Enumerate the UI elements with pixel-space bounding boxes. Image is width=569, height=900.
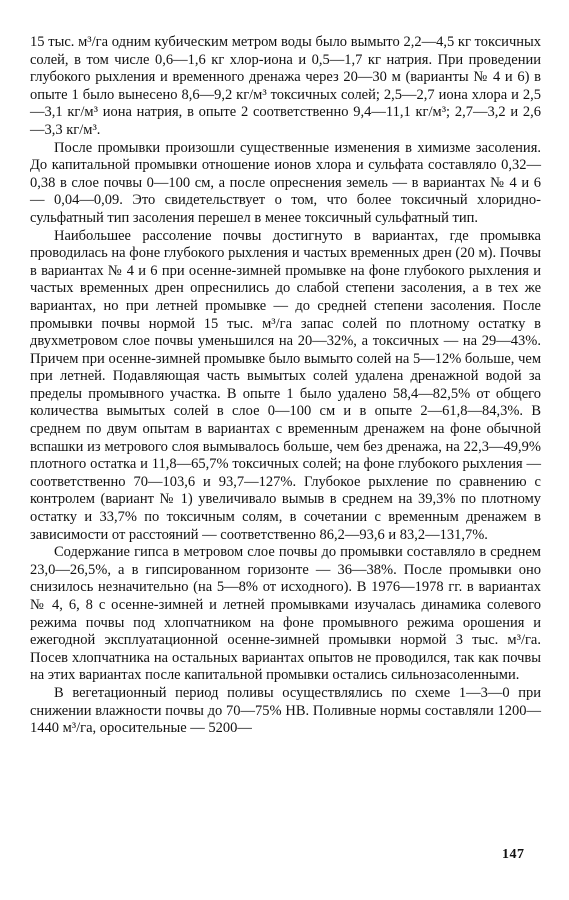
- page-number: 147: [502, 847, 525, 862]
- paragraph-3: Наибольшее рассоление почвы достигнуто в вариантах, где промывка проводилась на фоне глубокого рыхления и частых временных дрен (20 м). Почвы в вариантах № 4 и 6 при осенне-зимней промывке на фоне глубокого рыхления и частых временных дрен опреснились до слабой степени засоления, а в тех же вариантах, но при летней промывке — до средней степени засоления. После промывки почвы нормой 15 тыс. м³/га запас солей по плотному остатку в двухметровом слое почвы уменьшился на 20—32%, а токсичных — на 29—43%. Причем при осенне-зимней промывке было вымыто солей на 5—12% больше, чем при летней. Подавляющая часть вымытых солей удалена дренажной водой за пределы промывного участка. В опыте 1 было удалено 58,4—82,5% от общего количества вымытых солей в слое 0—100 см и в опыте 2—61,8—84,3%. В среднем по двум опытам в вариантах с временным дренажем на фоне обычной вспашки из метрового слоя вымывалось больше, чем без дренажа, на 22,3—49,9% плотного остатка и 11,8—65,7% токсичных солей; на фоне глубокого рыхления — соответственно 70—103,6 и 93,7—127%. Глубокое рыхление по сравнению с контролем (вариант № 1) увеличивало вымыв в среднем на 39,3% по плотному остатку и 33,7% по токсичным солям, в сочетании с временным дренажем в зависимости от расстояний — соответственно 86,2—93,6 и 83,2—131,7%.: [30, 227, 541, 543]
- paragraph-1: 15 тыс. м³/га одним кубическим метром воды было вымыто 2,2—4,5 кг токсичных солей, в том числе 0,6—1,6 кг хлор-иона и 0,5—1,7 кг натрия. При проведении глубокого рыхления и временного дренажа через 20—30 м (варианты № 4 и 6) в опыте 1 было вынесено 8,6—9,2 кг/м³ токсичных солей; 2,5—2,7 иона хлора и 2,5—3,1 кг/м³ иона натрия, в опыте 2 соответственно 9,4—11,1 кг/м³; 2,7—3,2 и 2,6—3,3 кг/м³.: [30, 34, 541, 138]
- paragraph-4: Содержание гипса в метровом слое почвы до промывки составляло в среднем 23,0—26,5%, а в гипсированном горизонте — 36—38%. После промывки оно снизилось незначительно (на 5—8% от исходного). В 1976—1978 гг. в вариантах № 4, 6, 8 с осенне-зимней и летней промывками изучалась динамика солевого режима почвы под хлопчатником на фоне промывного режима орошения и ежегодной эксплуатационной осенне-зимней промывки нормой 3 тыс. м³/га. Посев хлопчатника на остальных вариантах опытов не проводился, так как почвы на этих вариантах после капитальной промывки остались сильнозасоленными.: [30, 544, 541, 684]
- paragraph-5: В вегетационный период поливы осуществлялись по схеме 1—3—0 при снижении влажности почвы до 70—75% НВ. Поливные нормы составляли 1200—1440 м³/га, оросительные — 5200—: [30, 684, 541, 737]
- page-body: [30, 34, 541, 738]
- paragraph-2: После промывки произошли существенные изменения в химизме засоления. До капитальной промывки отношение ионов хлора и сульфата составляло 0,32—0,38 в слое почвы 0—100 см, а после опреснения земель — в вариантах № 4 и 6 — 0,04—0,09. Это свидетельствует о том, что более токсичный хлоридно-сульфатный тип засоления перешел в менее токсичный сульфатный тип.: [30, 139, 541, 226]
